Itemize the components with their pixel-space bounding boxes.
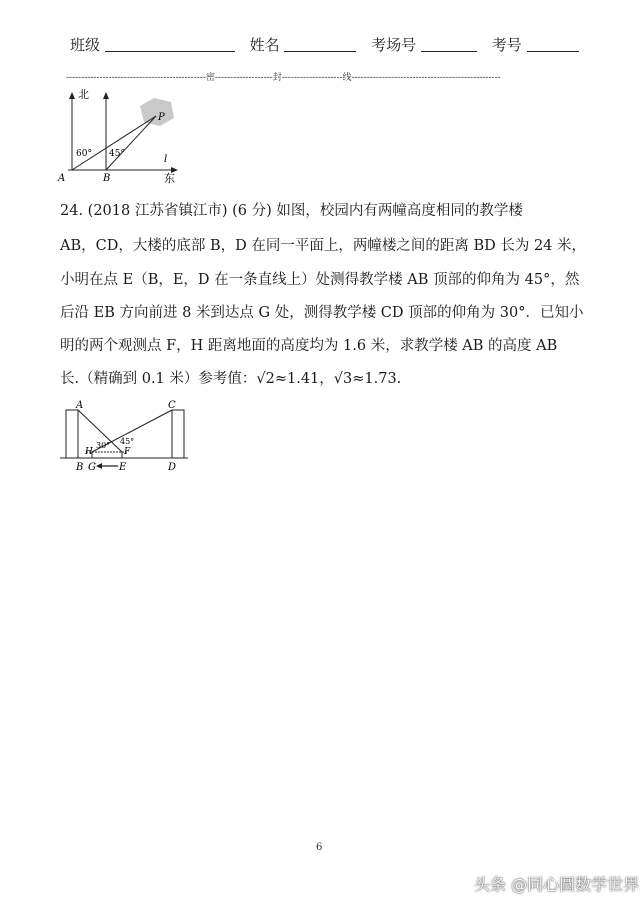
name-field[interactable] xyxy=(284,36,356,52)
seal-dashes-mid1: ------------------- xyxy=(214,73,273,83)
arrow-up-icon xyxy=(103,92,109,99)
direction-figure xyxy=(56,86,186,184)
arrow-left-icon xyxy=(96,463,102,469)
east-label: 东 xyxy=(164,172,175,184)
label-c: C xyxy=(168,400,176,411)
class-label: 班级 xyxy=(70,36,101,54)
question-line-6: 长.（精确到 0.1 米）参考值：√2≈1.41，√3≈1.73. xyxy=(60,371,402,387)
angle-h-label: 30° xyxy=(96,441,111,450)
label-e: E xyxy=(119,462,127,473)
label-f: F xyxy=(124,447,131,457)
building-ab xyxy=(66,410,78,458)
class-field[interactable] xyxy=(105,36,235,52)
room-label: 考场号 xyxy=(371,36,417,54)
seal-line xyxy=(66,70,566,83)
seal-xian: 线 xyxy=(342,73,352,83)
point-p-label: P xyxy=(158,112,165,123)
watermark: 头条 @同心圆数学世界 xyxy=(474,875,640,894)
exam-no-field[interactable] xyxy=(527,36,579,52)
arrow-up-icon xyxy=(69,92,75,99)
label-h: H xyxy=(85,447,93,457)
label-b: B xyxy=(76,462,84,473)
shaded-region xyxy=(140,98,174,126)
exam-header xyxy=(70,34,579,55)
seal-dashes-mid2: -------------------- xyxy=(281,73,343,83)
question-line-2: AB，CD，大楼的底部 B，D 在同一平面上，两幢楼之间的距离 BD 长为 24 米， xyxy=(60,238,587,254)
question-line-5: 明的两个观测点 F，H 距离地面的高度均为 1.6 米，求教学楼 AB 的高度 AB xyxy=(60,338,558,354)
angle-a-label: 60° xyxy=(76,149,92,159)
label-a: A xyxy=(76,400,84,411)
seal-feng: 封 xyxy=(272,73,282,83)
room-field[interactable] xyxy=(421,36,477,52)
buildings-figure xyxy=(56,396,196,476)
label-d: D xyxy=(168,462,177,473)
seal-dashes-left: ---------------------------------------------- xyxy=(66,73,206,83)
angle-f-label: 45° xyxy=(120,437,135,446)
label-g: G xyxy=(88,462,96,473)
north-label: 北 xyxy=(78,88,89,101)
seal-dashes-right: ------------------------------------------------- xyxy=(351,73,501,83)
page-number: 6 xyxy=(316,842,323,853)
exam-no-label: 考号 xyxy=(491,36,522,54)
seal-mi: 密 xyxy=(205,73,215,83)
question-line-3: 小明在点 E（B，E，D 在一条直线上）处测得教学楼 AB 顶部的仰角为 45°，然 xyxy=(60,272,580,288)
building-cd xyxy=(172,410,184,458)
point-b-label: B xyxy=(103,173,111,184)
question-line-1: 24. (2018 江苏省镇江市) (6 分) 如图，校园内有两幢高度相同的教学楼 xyxy=(60,203,523,219)
question-line-4: 后沿 EB 方向前进 8 米到达点 G 处，测得教学楼 CD 顶部的仰角为 30°．已知小 xyxy=(60,305,584,321)
angle-b-label: 45° xyxy=(109,149,125,159)
line-l-label: l xyxy=(164,154,168,165)
point-a-label: A xyxy=(58,173,66,184)
name-label: 姓名 xyxy=(249,36,280,54)
